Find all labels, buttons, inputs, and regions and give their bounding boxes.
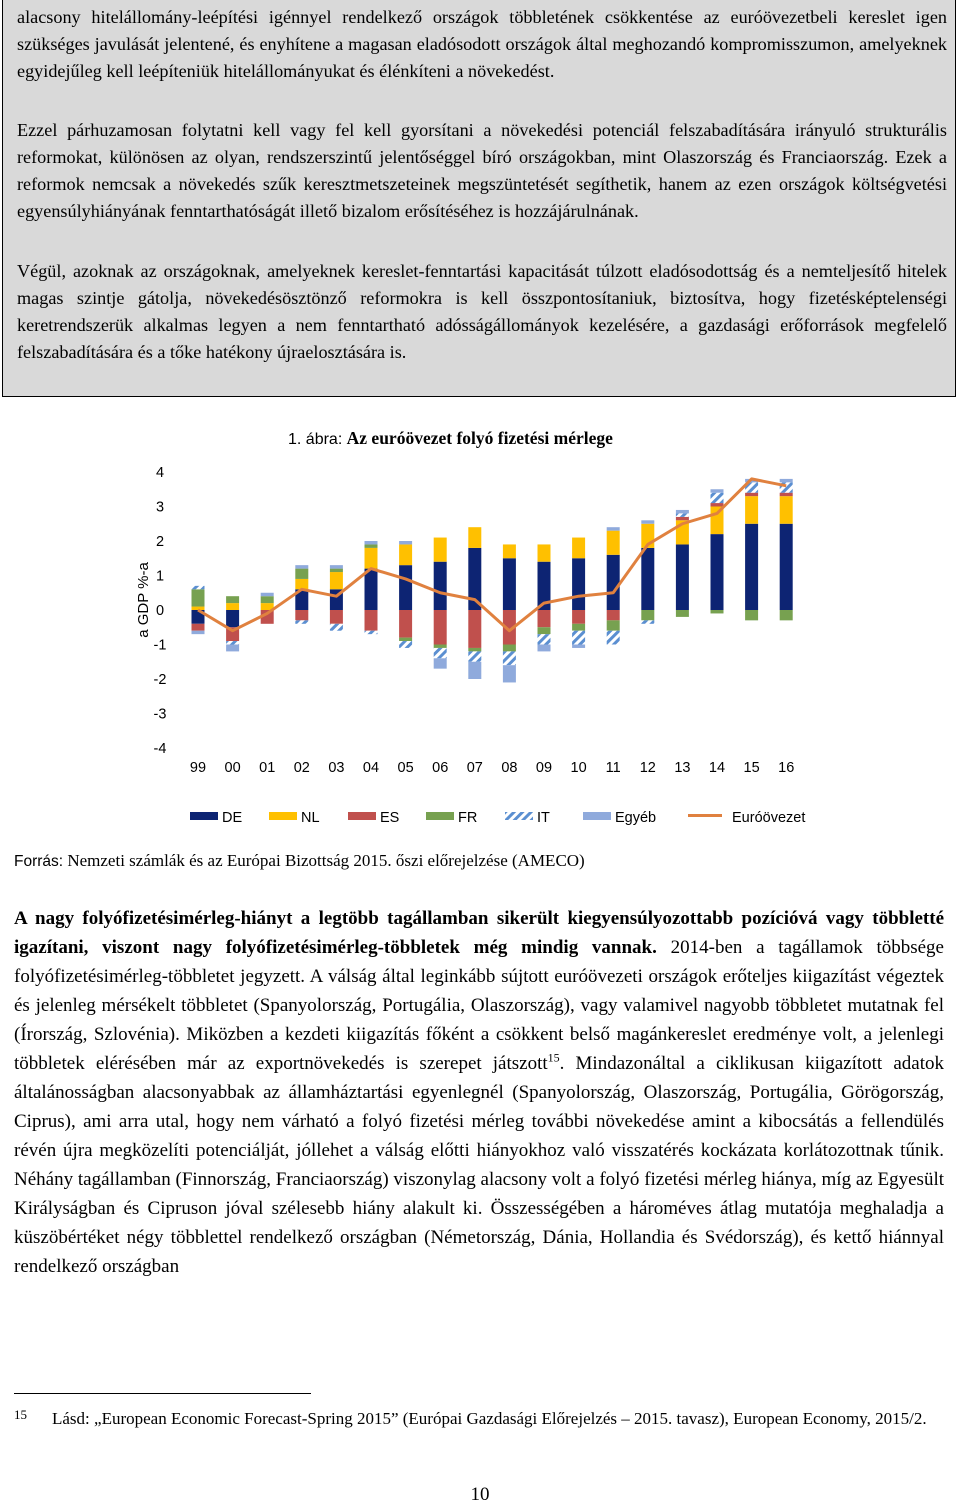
- y-axis-title: a GDP %-a: [135, 562, 152, 638]
- line-euroovezet: [198, 479, 786, 631]
- bar-fr: [711, 610, 724, 613]
- bar-egyéb: [295, 565, 308, 568]
- main-text-1: 2014-ben a tagállamok többsége folyófizetésimérleg-többletet jegyzett. A válság által leginkább sújtott euróövezeti országok erőteljes kiigazítást végeztek és jelenleg mérsékelt többletet (Spanyolország, Portugália, Olaszország), vagy valamivel nagyobb többletet mutatnak fel (Írország, Szlovénia). Miközben a kezdeti kiigazítás főként a csökkent belső magánkereslet eredménye volt, a jelenlegi többletek elérésében már az exportnövekedés is szerepet játszott: [14, 937, 944, 1074]
- figure-source: [14, 851, 585, 871]
- x-tick-label: 99: [189, 760, 207, 776]
- text-box: [2, 0, 956, 397]
- bar-nl: [538, 544, 551, 561]
- bar-fr: [261, 596, 274, 603]
- bar-es: [192, 624, 205, 631]
- legend-swatch-es: [348, 812, 376, 820]
- bar-es: [468, 610, 481, 648]
- box-paragraph-2: Ezzel párhuzamosan folytatni kell vagy fel kell gyorsítani a növekedési potenciál felszabadítására irányuló strukturális reformokat, különösen az olyan, rendszerszintű jelentőséggel bíró országokban, mint Olaszország és Franciaország. Ezek a reformok nemcsak a növekedés szűk keresztmetszeteinek megszüntetését segíthetik, hanem az ezen országok költségvetési egyensúlyhiányának fenntarthatóságát illető bizalom erősítéséhez is hozzájárulnának.: [17, 120, 947, 221]
- bar-nl: [745, 496, 758, 524]
- bar-it: [434, 648, 447, 658]
- bar-it: [365, 631, 378, 634]
- figure-title-text: Az euróövezet folyó fizetési mérlege: [346, 428, 613, 448]
- bar-fr: [745, 610, 758, 620]
- bar-egyéb: [365, 541, 378, 544]
- legend-label-de: DE: [222, 810, 243, 826]
- main-text-2: . Mindazonáltal a ciklikusan kiigazított adatok általánosságban alacsonyabbak az államháztartási egyenlegnél (Spanyolország, Olaszország, Portugália, Görögország, Ciprus), ami arra utal, hogy nem várható a folyó fizetési mérleg további növekedése amint a kibocsátás a fellendülés révén újra megközelíti potenciálját, jóllehet a válság előtti hiányokhoz való visszatérés kockázata korlátozottnak tűnik. Néhány tagállamban (Finnország, Franciaország) viszonylag alacsony volt a folyó fizetési mérleg hiánya, míg az Egyesült Királyságban és Cipruson jóval szélesebb hiány alakult ki. Összességében a hároméves átlag mutatója meghaladja a küszöbértéket négy többlettel rendelkező országban (Németország, Dánia, Hollandia és Svédország), és kettő hiánnyal rendelkező országban: [14, 1053, 944, 1277]
- y-tick-label: -2: [153, 672, 167, 688]
- bar-de: [226, 610, 239, 627]
- y-tick-label: -4: [153, 741, 167, 757]
- bar-nl: [399, 544, 412, 565]
- bar-nl: [780, 496, 793, 524]
- legend-swatch-fr: [426, 812, 454, 820]
- x-tick-label: 06: [432, 760, 449, 776]
- bar-es: [572, 610, 585, 624]
- bar-fr: [295, 569, 308, 579]
- bar-fr: [572, 624, 585, 631]
- bar-egyéb: [538, 645, 551, 652]
- x-tick-label: 12: [639, 760, 656, 776]
- bar-es: [330, 610, 343, 624]
- bar-egyéb: [607, 527, 620, 530]
- bar-egyéb: [226, 645, 239, 652]
- footnote-ref: 15: [547, 1050, 560, 1065]
- bar-es: [399, 610, 412, 638]
- x-tick-label: 00: [224, 760, 241, 776]
- bar-egyéb: [711, 489, 724, 492]
- bar-it: [330, 624, 343, 631]
- source-label: Forrás:: [14, 853, 64, 870]
- bar-fr: [641, 610, 654, 620]
- bar-es: [538, 610, 551, 627]
- bar-de: [434, 562, 447, 610]
- x-tick-label: 16: [778, 760, 795, 776]
- legend-label-fr: FR: [458, 810, 478, 826]
- bar-it: [192, 586, 205, 589]
- bar-fr: [676, 610, 689, 617]
- legend-label-it: IT: [537, 810, 550, 826]
- bar-it: [711, 493, 724, 503]
- x-tick-label: 15: [743, 760, 760, 776]
- x-tick-label: 04: [362, 760, 380, 776]
- bar-nl: [365, 548, 378, 569]
- legend-label-euróövezet: Euróövezet: [732, 810, 806, 826]
- bar-fr: [434, 645, 447, 648]
- bar-de: [572, 558, 585, 610]
- bar-es: [295, 610, 308, 620]
- x-tick-label: 01: [259, 760, 276, 776]
- source-text: Nemzeti számlák és az Európai Bizottság 2015. őszi előrejelzése (AMECO): [67, 851, 585, 870]
- bar-nl: [503, 544, 516, 558]
- x-tick-label: 10: [570, 760, 587, 776]
- bar-es: [365, 610, 378, 631]
- bar-egyéb: [676, 510, 689, 513]
- bar-it: [538, 634, 551, 644]
- bar-fr: [365, 544, 378, 547]
- footnote-text: Lásd: „European Economic Forecast-Spring 2015” (Európai Gazdasági Előrejelzés – 2015. tavasz), European Economy, 2015/2.: [52, 1409, 927, 1428]
- bar-it: [572, 631, 585, 645]
- box-paragraph-3: Végül, azoknak az országoknak, amelyeknek kereslet-fenntartási kapacitását túlzott eladósodottság és a nemteljesítő hitelek magas szintje gátolja, növekedésösztönző reformokra is kell összpontosítaniuk, biztosítva, hogy fizetésképtelenségi keretrendszerük alkalmas legyen a nem fenntartható adósságállományok kezelésére, a gazdasági erőforrások megfelelő felszabadítására és a tőke hatékony újraelosztására is.: [17, 261, 947, 362]
- y-tick-label: 4: [155, 465, 165, 481]
- y-tick-label: 1: [155, 568, 165, 585]
- bar-es: [607, 610, 620, 620]
- legend-swatch-euroovezet: [688, 814, 722, 817]
- bar-es: [745, 493, 758, 496]
- bar-egyéb: [399, 541, 412, 544]
- bar-nl: [607, 531, 620, 555]
- y-tick-label: 3: [155, 499, 165, 516]
- bar-it: [503, 651, 516, 665]
- bar-nl: [468, 527, 481, 548]
- bar-de: [780, 524, 793, 610]
- bar-nl: [226, 603, 239, 610]
- legend-swatch-nl: [269, 812, 297, 820]
- footnote-number: 15: [14, 1407, 27, 1422]
- bar-de: [711, 534, 724, 610]
- current-account-chart: [0, 450, 960, 840]
- bar-de: [503, 558, 516, 610]
- bar-fr: [780, 610, 793, 620]
- y-tick-label: -3: [153, 706, 167, 723]
- footnote-separator: [14, 1393, 311, 1394]
- bar-egyéb: [468, 662, 481, 679]
- bar-egyéb: [572, 645, 585, 648]
- y-tick-label: -1: [153, 637, 167, 654]
- bar-de: [676, 544, 689, 610]
- x-tick-label: 02: [293, 760, 310, 776]
- bar-de: [607, 555, 620, 610]
- legend-swatch-it: [505, 812, 533, 820]
- bar-egyéb: [330, 565, 343, 568]
- bar-fr: [399, 638, 412, 641]
- main-paragraph: [14, 904, 944, 1281]
- bar-nl: [572, 538, 585, 559]
- bar-fr: [468, 648, 481, 651]
- bar-it: [607, 631, 620, 645]
- x-tick-label: 13: [674, 760, 691, 776]
- x-tick-label: 03: [328, 760, 345, 776]
- bar-it: [226, 641, 239, 644]
- bar-es: [676, 517, 689, 520]
- bar-fr: [503, 645, 516, 652]
- bar-it: [295, 620, 308, 623]
- bar-egyéb: [503, 665, 516, 682]
- bar-nl: [192, 607, 205, 610]
- x-tick-label: 14: [708, 760, 726, 776]
- legend-label-egyéb: Egyéb: [615, 810, 657, 826]
- bar-egyéb: [261, 593, 274, 596]
- bar-fr: [538, 627, 551, 634]
- bar-it: [399, 641, 412, 648]
- bar-egyéb: [780, 479, 793, 482]
- legend-swatch-egyéb: [583, 812, 611, 820]
- bar-nl: [295, 579, 308, 589]
- figure-label: 1. ábra:: [288, 431, 343, 448]
- x-tick-label: 07: [466, 760, 483, 776]
- bar-es: [780, 493, 793, 496]
- x-tick-label: 05: [397, 760, 414, 776]
- bar-it: [676, 513, 689, 516]
- x-tick-label: 09: [535, 760, 553, 776]
- x-tick-label: 11: [605, 760, 621, 776]
- bar-de: [365, 569, 378, 610]
- bar-de: [745, 524, 758, 610]
- legend-swatch-de: [190, 812, 218, 820]
- bar-fr: [192, 589, 205, 606]
- figure-title: [288, 428, 613, 449]
- bar-fr: [607, 620, 620, 630]
- bar-fr: [330, 569, 343, 572]
- legend-label-nl: NL: [301, 810, 320, 826]
- bar-egyéb: [192, 631, 205, 634]
- bar-es: [711, 503, 724, 506]
- x-tick-label: 08: [501, 760, 518, 776]
- bar-de: [641, 548, 654, 610]
- bar-nl: [434, 538, 447, 562]
- main-bold-lead: A nagy folyófizetésimérleg-hiányt a legtöbb tagállamban sikerült kiegyensúlyozottabb pozícióvá vagy többletté igazítani, viszont nagy folyófizetésimérleg-többletek még mindig vannak.: [14, 908, 944, 958]
- y-tick-label: 0: [155, 603, 165, 619]
- legend-label-es: ES: [380, 810, 400, 826]
- box-paragraph-1: alacsony hitelállomány-leépítési igénnyel rendelkező országok többletének csökkentése az euróövezetbeli kereslet igen szükséges javulását jelentené, és enyhítene a magasan eladósodott országok által meghozandó kompromisszumon, amelyeknek egyidejűleg kell leépíteniük hitelállományukat és élénkíteni a növekedést.: [17, 7, 947, 81]
- bar-egyéb: [434, 658, 447, 668]
- y-tick-label: 2: [155, 534, 165, 550]
- bar-de: [399, 565, 412, 610]
- bar-nl: [330, 572, 343, 589]
- bar-it: [468, 651, 481, 661]
- bar-es: [434, 610, 447, 645]
- bar-fr: [226, 596, 239, 603]
- page-number: 10: [470, 1484, 490, 1505]
- bar-it: [641, 620, 654, 623]
- bar-egyéb: [641, 520, 654, 523]
